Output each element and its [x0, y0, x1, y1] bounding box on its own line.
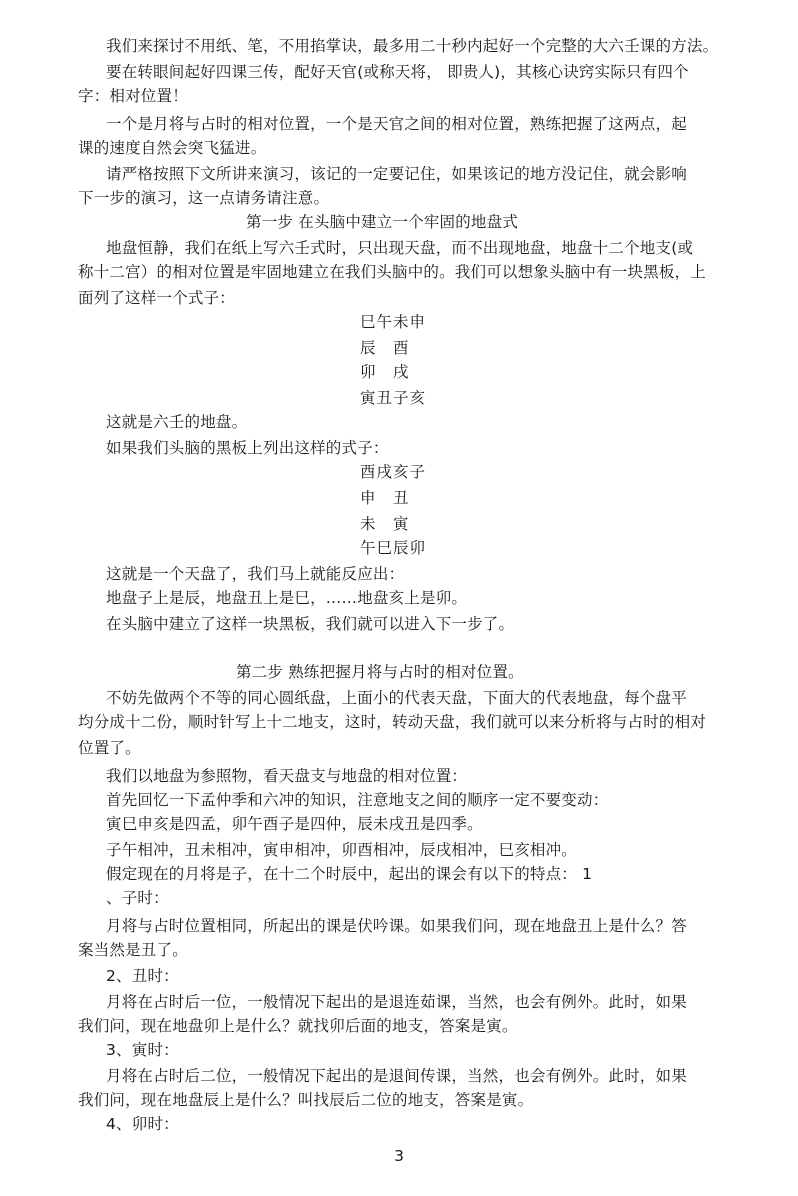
page-number: 3 [394, 1147, 404, 1165]
item-1-text-cont: 案当然是丑了。 [78, 941, 188, 959]
earth-grid-row-4: 寅丑子亥 [360, 389, 427, 407]
step1-paragraph-cont-2: 面列了这样一个式子： [78, 289, 236, 307]
item-2-heading: 2、丑时： [106, 967, 179, 985]
item-1-text: 月将与占时位置相同，所起出的课是伏吟课。如果我们问，现在地盘丑上是什么？答 [106, 917, 687, 935]
item-3-text-cont: 我们问，现在地盘辰上是什么？叫找辰后二位的地支，答案是寅。 [78, 1091, 534, 1109]
step2-paragraph-1: 不妨先做两个不等的同心圆纸盘，上面小的代表天盘，下面大的代表地盘，每个盘平 [106, 689, 687, 707]
step1-paragraph: 地盘恒静，我们在纸上写六壬式时，只出现天盘，而不出现地盘，地盘十二个地支(或 [106, 239, 694, 257]
item-2-text-cont: 我们问，现在地盘卯上是什么？就找卯后面的地支，答案是寅。 [78, 1017, 518, 1035]
paragraph-intro-2: 要在转眼间起好四课三传，配好天官(或称天将， 即贵人)，其核心诀窍实际只有四个 [106, 63, 689, 81]
step2-paragraph-3: 首先回忆一下孟仲季和六冲的知识，注意地支之间的顺序一定不要变动： [106, 791, 609, 809]
step1-closing: 在头脑中建立了这样一块黑板，我们就可以进入下一步了。 [106, 615, 515, 633]
item-2-text: 月将在占时后一位，一般情况下起出的是退连茹课，当然，也会有例外。此时，如果 [106, 993, 687, 1011]
paragraph-intro-3-cont: 课的速度自然会突飞猛进。 [78, 139, 267, 157]
paragraph-intro-4: 请严格按照下文所讲来演习，该记的一定要记住，如果该记的地方没记住，就会影响 [106, 165, 687, 183]
heaven-reading: 地盘子上是辰，地盘丑上是巳，……地盘亥上是卯。 [106, 589, 468, 607]
heaven-note: 这就是一个天盘了，我们马上就能反应出： [106, 565, 405, 583]
paragraph-intro-2-cont: 字：相对位置！ [78, 87, 188, 105]
paragraph-intro-4-cont: 下一步的演习，这一点请务请注意。 [78, 189, 330, 207]
step2-heading: 第二步 熟练把握月将与占时的相对位置。 [236, 663, 524, 681]
step2-paragraph-1-cont-1: 均分成十二份，顺时针写上十二地支，这时，转动天盘，我们就可以来分析将与占时的相对 [78, 713, 707, 731]
step2-paragraph-5: 子午相冲，丑未相冲，寅申相冲，卯酉相冲，辰戌相冲，巳亥相冲。 [106, 841, 578, 859]
paragraph-intro-1: 我们来探讨不用纸、笔，不用掐掌诀，最多用二十秒内起好一个完整的大六壬课的方法。 [106, 37, 719, 55]
earth-grid-row-2: 辰 酉 [360, 339, 410, 357]
earth-note: 这就是六壬的地盘。 [106, 413, 248, 431]
step1-paragraph-cont-1: 称十二宫）的相对位置是牢固地建立在我们头脑中的。我们可以想象头脑中有一块黑板，上 [78, 263, 707, 281]
step2-paragraph-6: 假定现在的月将是子，在十二个时辰中，起出的课会有以下的特点： 1 [106, 865, 593, 883]
paragraph-intro-3: 一个是月将与占时的相对位置，一个是天官之间的相对位置，熟练把握了这两点，起 [106, 115, 687, 133]
heaven-grid-row-3: 未 寅 [360, 515, 410, 533]
item-4-heading: 4、卯时： [106, 1115, 179, 1133]
step2-paragraph-1-cont-2: 位置了。 [78, 739, 141, 757]
step2-paragraph-4: 寅巳申亥是四孟，卯午酉子是四仲，辰未戌丑是四季。 [106, 815, 483, 833]
step2-paragraph-2: 我们以地盘为参照物，看天盘支与地盘的相对位置： [106, 767, 468, 785]
heaven-grid-row-2: 申 丑 [360, 489, 410, 507]
step1-heading: 第一步 在头脑中建立一个牢固的地盘式 [246, 213, 519, 231]
heaven-intro: 如果我们头脑的黑板上列出这样的式子： [106, 439, 389, 457]
earth-grid-row-3: 卯 戌 [360, 363, 410, 381]
item-3-text: 月将在占时后二位，一般情况下起出的是退间传课，当然，也会有例外。此时，如果 [106, 1067, 687, 1085]
item-1-heading: 、子时： [106, 889, 169, 907]
heaven-grid-row-1: 酉戌亥子 [360, 463, 427, 481]
heaven-grid-row-4: 午巳辰卯 [360, 539, 427, 557]
item-3-heading: 3、寅时： [106, 1041, 179, 1059]
earth-grid-row-1: 巳午未申 [360, 313, 427, 331]
